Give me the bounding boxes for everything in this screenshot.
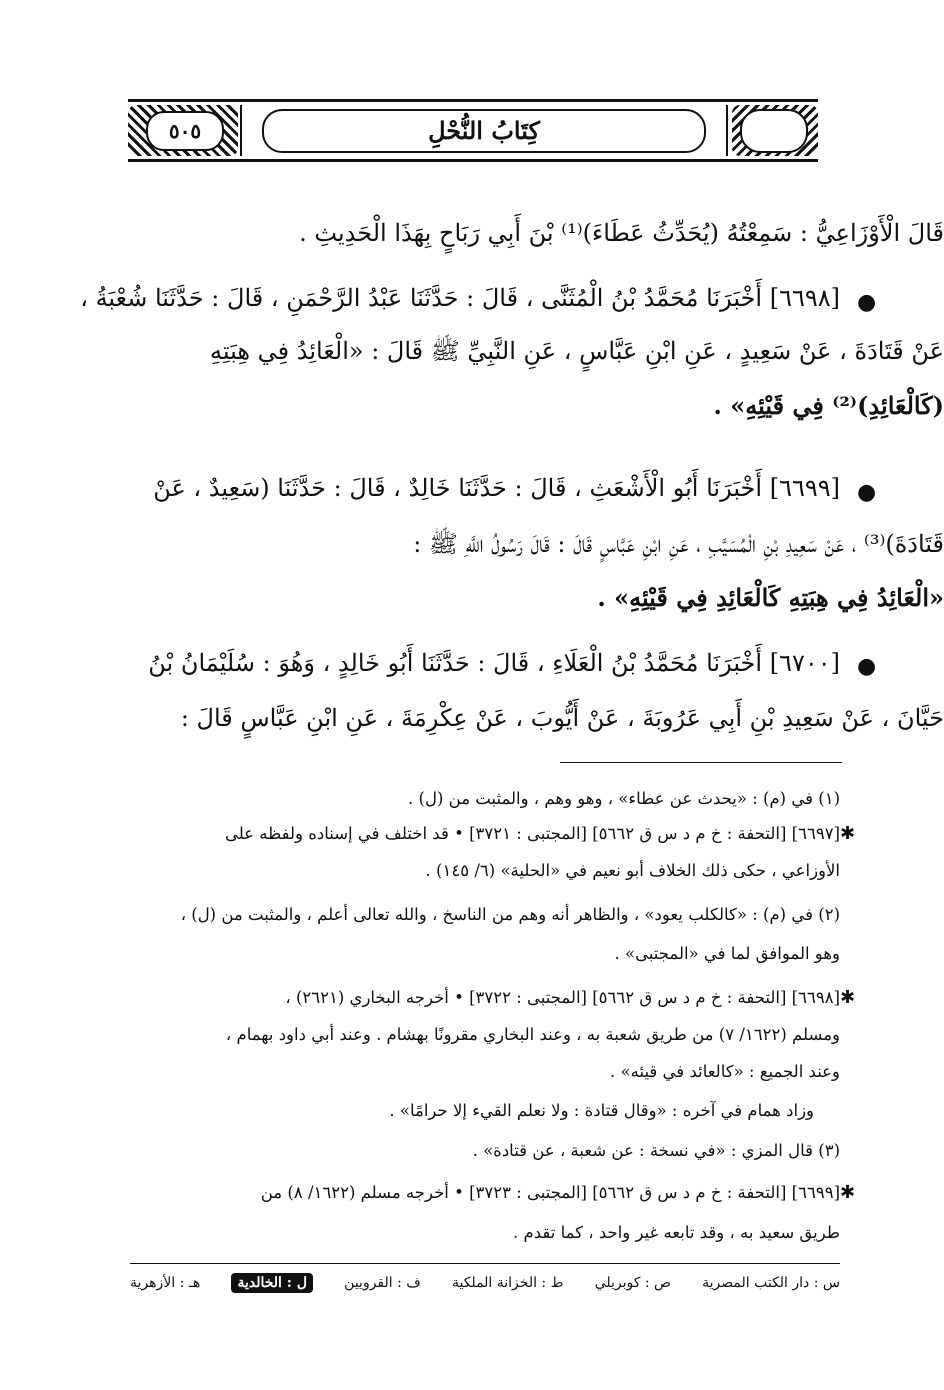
text-line: قَالَ الْأَوْزَاعِيُّ : سَمِعْتُهُ (يُحَدِّثُ عَطَاءَ)⁽¹⁾ بْنَ أَبِي رَبَاحٍ بِهَذَا الْحَدِيثِ . — [299, 219, 944, 247]
bullet-icon: ● — [857, 480, 877, 505]
page-header — [128, 99, 818, 162]
key-s: س : دار الكتب المصرية — [702, 1275, 840, 1291]
text-line: [٦٦٩٩] أَخْبَرَنَا أَبُو الْأَشْعَثِ ، قَالَ : حَدَّثَنَا خَالِدٌ ، قَالَ : حَدَّثَنَا (سَعِيدٌ ، عَنْ — [153, 474, 840, 502]
footnote-line: الأوزاعي ، حكى ذلك الخلاف أبو نعيم في «الحلية» (٦/ ١٤٥) . — [425, 861, 840, 880]
footnote-line: [٦٦٩٩] [التحفة : خ م د س ق ٥٦٦٢] [المجتبى : ٣٧٢٣] • أخرجه مسلم (١٦٢٢/ ٨) من — [260, 1183, 840, 1202]
text-line: [٦٧٠٠] أَخْبَرَنَا مُحَمَّدُ بْنُ الْعَلَاءِ ، قَالَ : حَدَّثَنَا أَبُو خَالِدٍ ، وَهُوَ : سُلَيْمَانُ بْنُ — [148, 649, 840, 677]
key-l: ل : الخالدية — [231, 1273, 313, 1293]
page-number: ٥٠٥ — [146, 111, 224, 151]
key-h: هـ : الأزهرية — [130, 1275, 201, 1291]
footnote-divider — [560, 762, 842, 763]
manuscript-key — [130, 1268, 840, 1298]
text-line: (كَالْعَائِدِ)⁽²⁾ فِي قَيْئِهِ» . — [713, 391, 944, 420]
chapter-title: كِتَابُ النُّحْلِ — [262, 109, 706, 153]
footnote-line: وزاد همام في آخره : «وقال قتادة : ولا نعلم القيء إلا حرامًا» . — [389, 1101, 814, 1120]
footnote-line: وهو الموافق لما في «المجتبى» . — [614, 944, 840, 963]
book-seal-logo — [740, 109, 808, 153]
bullet-icon: ● — [857, 290, 877, 315]
footnote-line: (٢) في (م) : «كالكلب يعود» ، والظاهر أنه وهم من الناسخ ، والله تعالى أعلم ، والمثبت من (ل) ، — [180, 905, 840, 924]
text-line: [٦٦٩٨] أَخْبَرَنَا مُحَمَّدُ بْنُ الْمُثَنَّى ، قَالَ : حَدَّثَنَا عَبْدُ الرَّحْمَنِ ، قَالَ : حَدَّثَنَا شُعْبَةُ ، — [80, 284, 840, 312]
footnote-line: (١) في (م) : «يحدث عن عطاء» ، وهو وهم ، والمثبت من (ل) . — [408, 789, 840, 808]
text-line: حَيَّانَ ، عَنْ سَعِيدِ بْنِ أَبِي عَرُوبَةَ ، عَنْ أَيُّوبَ ، عَنْ عِكْرِمَةَ ، عَنِ ابْنِ عَبَّاسٍ قَالَ : — [180, 704, 944, 732]
asterisk-icon: ✱ — [840, 1182, 856, 1203]
header-title-area — [240, 105, 728, 156]
asterisk-icon: ✱ — [840, 987, 856, 1008]
footnote-line: [٦٦٩٧] [التحفة : خ م د س ق ٥٦٦٢] [المجتبى : ٣٧٢١] • قد اختلف في إسناده ولفظه على — [224, 824, 840, 843]
text-line: «الْعَائِدُ فِي هِبَتِهِ كَالْعَائِدِ فِي قَيْئِهِ» . — [597, 583, 944, 612]
footnote-line: [٦٦٩٨] [التحفة : خ م د س ق ٥٦٦٢] [المجتبى : ٣٧٢٢] • أخرجه البخاري (٢٦٢١) ، — [285, 988, 840, 1007]
footnote-line: طريق سعيد به ، وقد تابعه غير واحد ، كما تقدم . — [513, 1223, 840, 1242]
asterisk-icon: ✱ — [840, 823, 856, 844]
text-line: عَنْ قَتَادَةَ ، عَنْ سَعِيدٍ ، عَنِ ابْنِ عَبَّاسٍ ، عَنِ النَّبِيِّ ﷺ قَالَ : «الْعَائِدُ فِي هِبَتِهِ — [210, 337, 944, 365]
bullet-icon: ● — [857, 654, 877, 679]
key-t: ط : الخزانة الملكية — [451, 1275, 564, 1291]
key-s-short: ص : كوبريلي — [594, 1275, 671, 1291]
footnote-line: ومسلم (١٦٢٢/ ٧) من طريق شعبة به ، وعند البخاري مقرونًا بهشام . وعند أبي داود بهمام ، — [225, 1025, 840, 1044]
footer-divider — [130, 1263, 840, 1264]
text-line: قَتَادَةَ)⁽³⁾ ، عَنْ سَعِيدِ بْنِ الْمُسَيَّبِ ، عَنِ ابْنِ عَبَّاسٍ قَالَ : قَالَ رَسُولُ اللَّهِ ﷺ : — [413, 530, 944, 558]
footnote-line: (٣) قال المزي : «في نسخة : عن شعبة ، عن قتادة» . — [472, 1141, 840, 1160]
footnote-line: وعند الجميع : «كالعائد في قيئه» . — [610, 1062, 840, 1081]
key-f: ف : القرويين — [344, 1275, 421, 1291]
